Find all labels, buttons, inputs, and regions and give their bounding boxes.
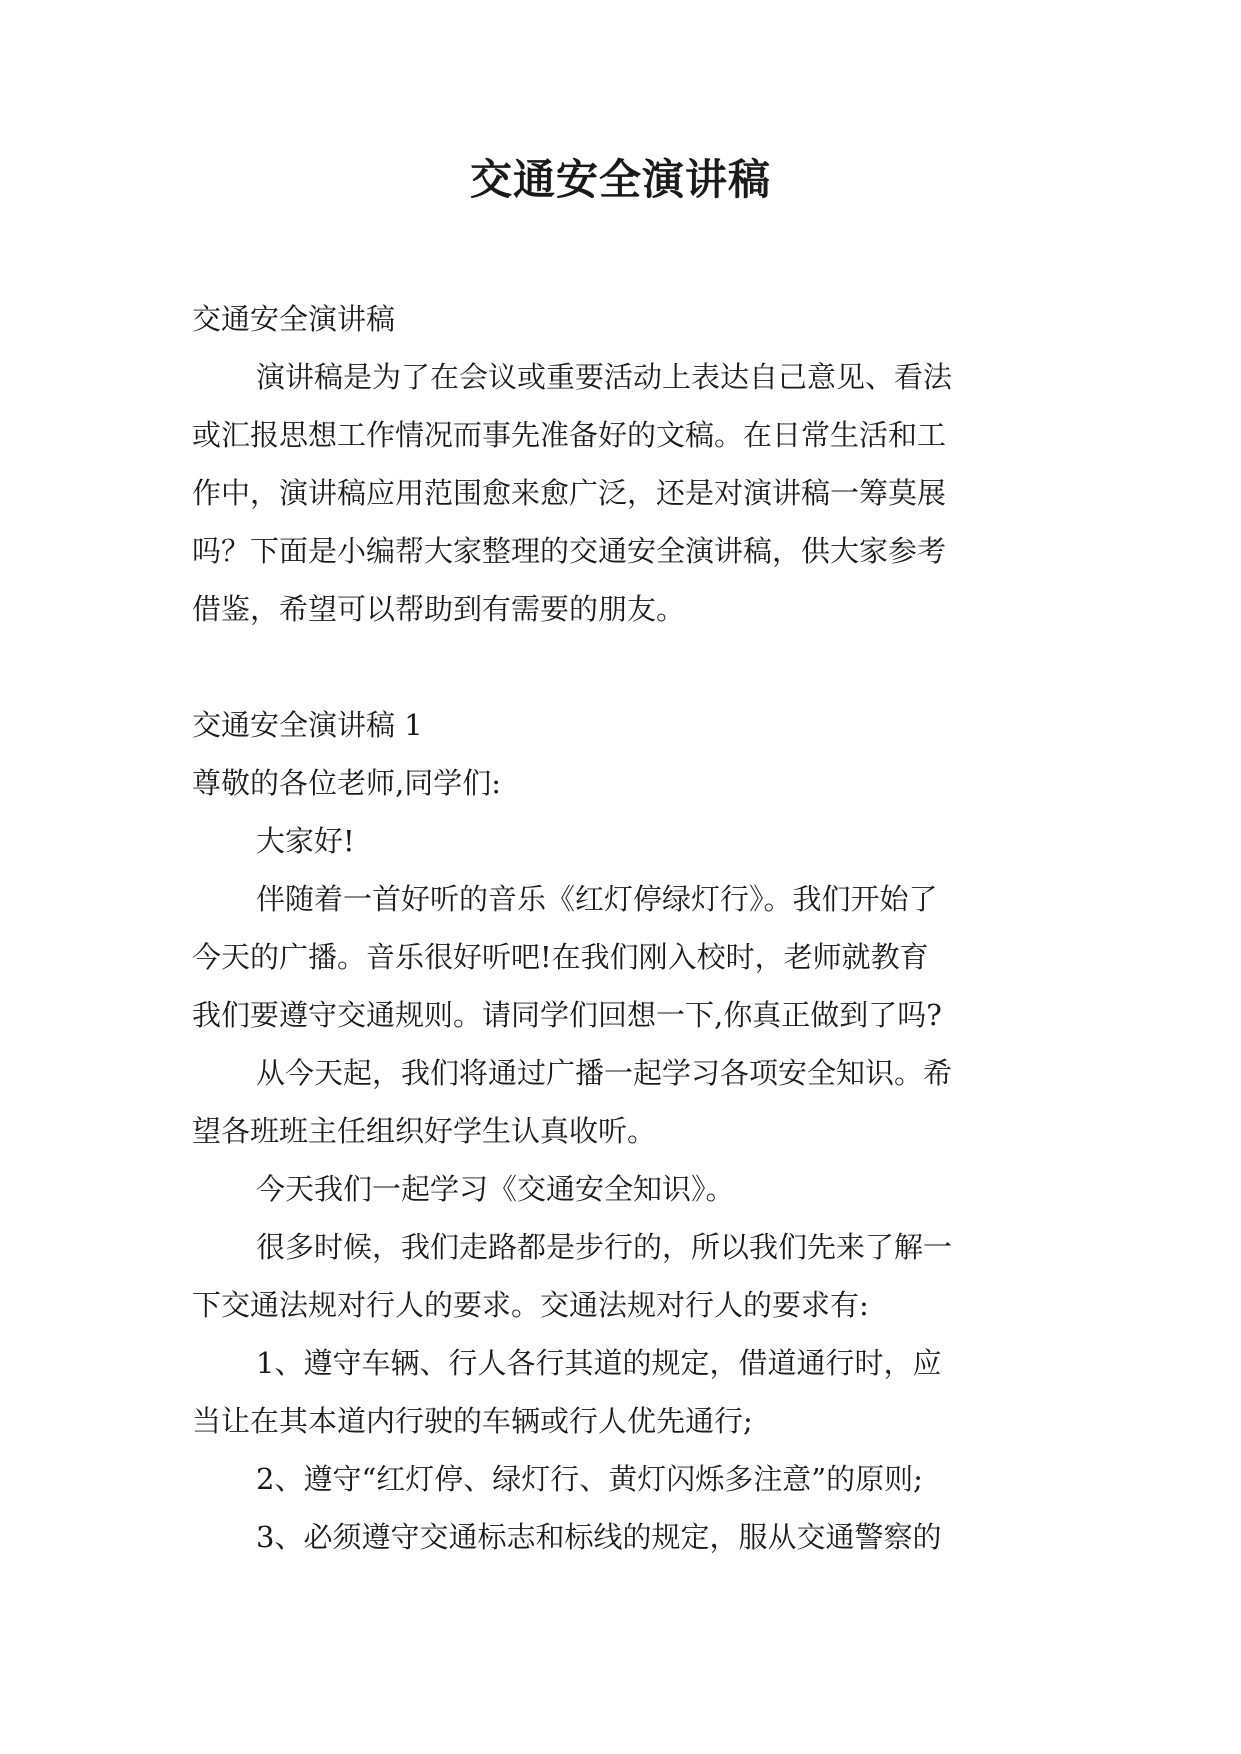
body-line: 作中，演讲稿应用范围愈来愈广泛，还是对演讲稿一筹莫展: [192, 476, 947, 510]
body-line: 下交通法规对行人的要求。交通法规对行人的要求有:: [192, 1288, 869, 1322]
list-item: 3、必须遵守交通标志和标线的规定，服从交通警察的: [256, 1520, 942, 1554]
document-title: 交通安全演讲稿: [469, 155, 771, 204]
body-line: 今天的广播。音乐很好听吧!在我们刚入校时，老师就教育: [192, 940, 929, 974]
body-line: 我们要遵守交通规则。请同学们回想一下,你真正做到了吗?: [192, 998, 942, 1032]
body-line: 吗？下面是小编帮大家整理的交通安全演讲稿，供大家参考: [192, 534, 947, 568]
body-line: 交通安全演讲稿: [192, 302, 396, 336]
body-line: 从今天起，我们将通过广播一起学习各项安全知识。希: [256, 1056, 953, 1090]
document-body: [192, 290, 1050, 1566]
section-heading: 交通安全演讲稿 1: [192, 708, 423, 742]
body-line: 很多时候，我们走路都是步行的，所以我们先来了解一: [256, 1230, 953, 1264]
body-line: 今天我们一起学习《交通安全知识》。: [256, 1172, 735, 1206]
salutation: 尊敬的各位老师,同学们:: [192, 766, 501, 800]
paragraph-gap: [192, 638, 1050, 696]
body-line: 或汇报思想工作情况而事先准备好的文稿。在日常生活和工: [192, 418, 947, 452]
body-line: 望各班班主任组织好学生认真收听。: [192, 1114, 657, 1148]
body-line: 借鉴，希望可以帮助到有需要的朋友。: [192, 592, 686, 626]
greeting: 大家好!: [256, 824, 355, 858]
list-item: 2、遵守“红灯停、绿灯行、黄灯闪烁多注意”的原则;: [256, 1462, 923, 1496]
list-item: 1、遵守车辆、行人各行其道的规定，借道通行时，应: [256, 1346, 942, 1380]
body-line: 演讲稿是为了在会议或重要活动上表达自己意见、看法: [256, 360, 953, 394]
body-line: 伴随着一首好听的音乐《红灯停绿灯行》。我们开始了: [256, 882, 938, 916]
list-item-continuation: 当让在其本道内行驶的车辆或行人优先通行;: [192, 1404, 753, 1438]
